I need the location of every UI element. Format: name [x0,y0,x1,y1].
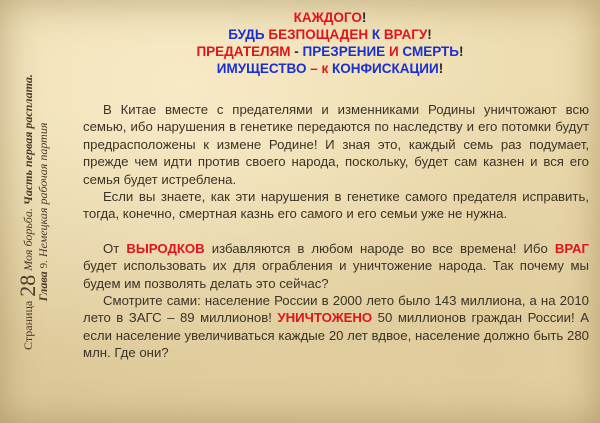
paragraph-2: Если вы знаете, как эти нарушения в генетике самого предателя исправить, тогда, конечно, смертная казнь его самого и его семьи уже не нужна. [83,189,589,222]
slogan-word: И [385,44,403,59]
paragraph-text: избавляются в любом народе во все времена! Ибо [204,240,555,256]
slogan-word: ПРЕЗРЕНИЕ [302,44,386,59]
paragraph-text: будет использовать их для ограбления и уничтожение народа. Так почему мы будем им позволять делать это сейчас? [83,258,589,291]
spine-book-title: Моя борьба. [21,208,35,271]
spine-chapter-number: 9. [38,260,50,269]
slogan-punct: ! [459,44,464,59]
paragraph-text: Смотрите сами: население России в 2000 лето было 143 миллиона, а на 2010 лето в ЗАГС – 89 миллионов! [83,293,589,326]
slogan-punct: ! [427,27,432,42]
keyword-highlight: ВРАГ [554,240,589,256]
spine-chapter-label: Глава [36,271,50,302]
paragraph-4 [83,292,589,362]
slogan-word: ПРЕДАТЕЛЯМ [196,44,291,59]
keyword-highlight: ВЫРОДКОВ [126,240,205,256]
slogan-punct: ! [361,10,367,25]
spine-chapter-title: Немецкая рабочая партия [36,122,50,258]
slogan-word: КОНФИСКАЦИИ [331,61,439,76]
paragraph-3 [83,240,589,292]
paragraph-text: От [103,240,127,256]
page-spine [0,0,72,423]
keyword-highlight: УНИЧТОЖЕНО [277,310,373,326]
slogan-line-4 [150,60,510,77]
slogan-word: БУДЬ [228,27,265,42]
slogan-punct: ! [438,61,444,76]
slogan-word: БЕЗПОЩАДЕН [268,27,369,42]
paragraph-text: 50 миллионов граждан России! А если население увеличиваться каждые 20 лет вдвое, население должно быть 280 млн. Где они? [83,310,589,361]
slogan-header [150,9,510,77]
spine-line-2 [36,12,52,412]
spine-part-title: Часть первая расплата. [21,74,35,206]
slogan-word-each: КАЖДОГО [293,10,362,25]
slogan-line-1 [150,9,510,26]
spine-line-1 [15,12,40,412]
paragraph-1: В Китае вместе с предателями и изменниками Родины уничтожают всю семью, ибо нарушения в генетике передаются по наследству и его потомки будут предрасположены к измене Родине! И зная это, каждый семь раз подумает, прежде чем идти против своего народа, поскольку, будет сам казнен и вся его семья будет истреблена. [83,102,589,187]
article-body [83,101,589,362]
slogan-word: – к [306,61,332,76]
slogan-word: ИМУЩЕСТВО [216,61,307,76]
slogan-line-2 [150,26,510,43]
spine-page-label: Страница [21,300,35,350]
slogan-word: К [371,27,381,42]
slogan-word: СМЕРТЬ [402,44,460,59]
spine-caption [15,12,52,412]
slogan-word: ВРАГУ [383,27,428,42]
slogan-line-3 [150,43,510,60]
spine-page-number: 28 [15,274,40,297]
slogan-punct: - [290,44,303,59]
